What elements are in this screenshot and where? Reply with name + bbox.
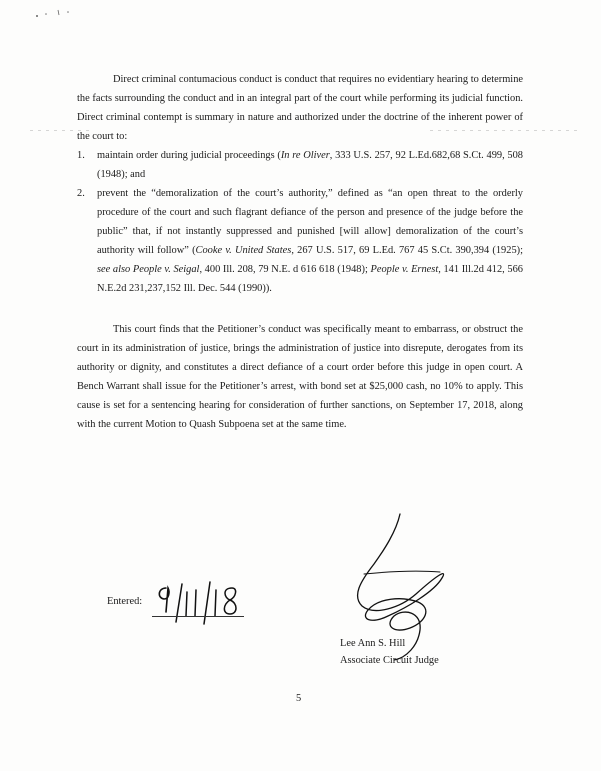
judge-title: Associate Circuit Judge	[340, 655, 439, 666]
list-item	[77, 184, 523, 298]
list-item-text: , 333 U.S. 257, 92 L.Ed.682,68 S.Ct. 499, 508 (1948); and	[97, 150, 523, 180]
list-item-number: 1.	[77, 150, 85, 161]
list-item-text: , 400 Ill. 208, 79 N.E. d 616 618 (1948);	[199, 264, 371, 275]
list-item	[77, 146, 523, 184]
entered-date-line	[152, 616, 244, 617]
handwritten-entered-date	[152, 578, 248, 628]
paragraph-court-finding: This court finds that the Petitioner’s conduct was specifically meant to embarrass, or obstruct the court in its administration of justice, brings the administration of justice into disrepute, derogates from its authority or dignity, and constitutes a direct defiance of a court order before this judge in open court. A Bench Warrant shall issue for the Petitioner’s arrest, with bond set at $25,000 cash, no 10% to apply. This cause is set for a sentencing hearing for consideration of further sanctions, on September 17, 2018, along with the current Motion to Quash Subpoena set at the same time.	[77, 324, 523, 430]
list-item-text: prevent the “demoralization of the court’s authority,” defined as “an open threat to the orderly procedure of the court and such flagrant defiance of the person and presence of the judge before the public” that, if not instantly suppressed and punished [will allow] demoralization of the court’s authority will follow” (	[97, 188, 523, 256]
list-item-text: , 267 U.S. 517, 69 L.Ed. 767 45 S.Ct. 390,394 (1925);	[291, 245, 523, 256]
case-citation: see also People v. Seigal	[97, 264, 200, 275]
page-number: 5	[296, 693, 302, 704]
judge-name: Lee Ann S. Hill	[340, 638, 406, 649]
entered-label: Entered:	[107, 596, 143, 607]
scan-corner-marks	[34, 8, 74, 20]
inherent-power-list	[77, 146, 523, 298]
case-citation: In re Oliver	[280, 150, 330, 161]
case-citation: People v. Ernest	[370, 264, 439, 275]
list-item-text: , 141 Ill.2d 412, 566 N.E.2d 231,237,152 Ill. Dec. 544 (1990)).	[97, 264, 523, 294]
case-citation: Cooke v. United States	[195, 245, 292, 256]
list-item-number: 2.	[77, 188, 85, 199]
paragraph-contempt-definition: Direct criminal contumacious conduct is conduct that requires no evidentiary hearing to determine the facts surrounding the conduct and in an integral part of the court while performing its judicial function. Direct criminal contempt is summary in nature and authorized under the doctrine of the inherent power of the court to:	[77, 74, 523, 142]
list-item-text: maintain order during judicial proceedings (	[97, 150, 281, 161]
